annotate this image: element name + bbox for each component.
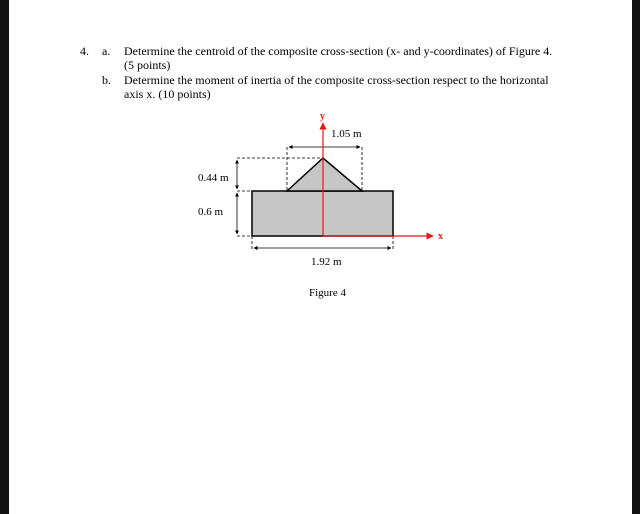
problem-number: 4. [80,44,89,58]
rect-width-label: 1.92 m [311,256,342,268]
triangle-base-label: 1.05 m [331,128,362,140]
x-axis-label: x [438,231,443,242]
part-b-letter: b. [102,73,111,87]
y-axis-label: y [320,111,325,122]
figure-caption: Figure 4 [309,287,346,299]
part-a-letter: a. [102,44,111,58]
part-b-line-2: axis x. (10 points) [124,87,211,101]
part-b-line-1: Determine the moment of inertia of the composite cross-section respect to the horizontal [124,73,549,87]
part-a-line-2: (5 points) [124,58,171,72]
rect-height-label: 0.6 m [198,206,224,218]
triangle-height-label: 0.44 m [198,172,229,184]
part-a-line-1: Determine the centroid of the composite cross-section (x- and y-coordinates) of Figure 4. [124,44,553,58]
triangle-section [287,158,362,191]
